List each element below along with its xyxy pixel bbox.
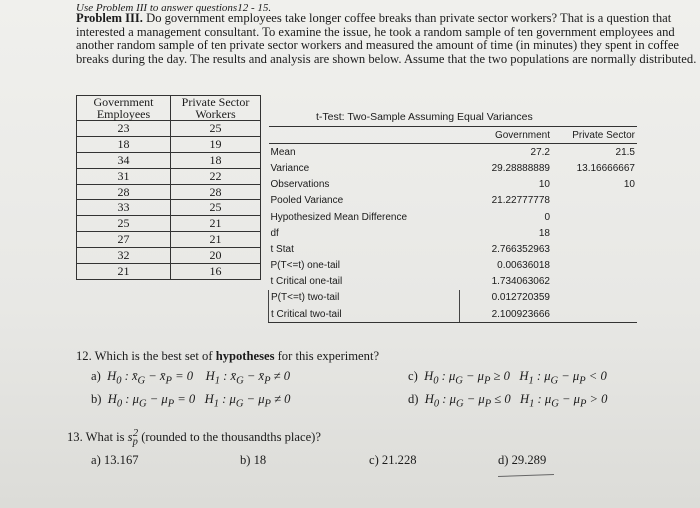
- ttest-col-blank: [269, 127, 460, 144]
- priv-value: 18: [171, 152, 261, 168]
- pen-underline-mark: [498, 474, 554, 477]
- ttest-priv-value: [552, 209, 637, 225]
- gov-value: 23: [77, 121, 171, 137]
- hypothesis-formula: $H_0$ : $\mu_G - \mu_P = 0$ $H_1$ : $\mu_G - \mu_P \ne 0$: [104, 392, 291, 410]
- priv-value: 21: [171, 216, 261, 232]
- ttest-priv-value: [552, 258, 637, 274]
- ttest-row-label: t Critical one-tail: [270, 276, 343, 288]
- option-12d[interactable]: [408, 392, 607, 410]
- hypothesis-formula: $H_0$ : $x̄_G$ − $x̄_P = 0$ $H_1$ : $x̄_G$ − $x̄_P \ne 0$: [103, 369, 290, 387]
- problem-text: Do government employees take longer coffee breaks than private sector workers? That is a question that interested a management consultant. To examine the issue, he took a random sample of ten government employees and another random sample of ten private sector workers and measured the amount of time (in minutes) they spent in coffee breaks during the day. The results and analysis are shown below. Assume that the two populations are normally distributed.: [76, 11, 697, 66]
- table-row: [77, 184, 261, 200]
- ttest-header-row: [269, 127, 638, 144]
- ttest-priv-value: [552, 290, 637, 306]
- option-13d[interactable]: d) 29.289: [498, 453, 547, 467]
- option-letter: d): [408, 392, 419, 406]
- hypothesis-formula: $H_0$ : $\mu_G - \mu_P \le 0$ $H_1$ : $\mu_G - \mu_P > 0$: [421, 392, 608, 410]
- option-12b[interactable]: [91, 392, 290, 410]
- ttest-row-label: Variance: [270, 162, 310, 174]
- gov-value: 28: [77, 184, 171, 200]
- priv-value: 28: [171, 184, 261, 200]
- question-bold: hypotheses: [215, 349, 275, 363]
- ttest-row: [269, 274, 638, 290]
- ttest-title: t-Test: Two-Sample Assuming Equal Variances: [316, 111, 533, 123]
- question-prefix: Which is the best set of: [94, 349, 216, 363]
- priv-value: 25: [171, 121, 261, 137]
- table-row: [77, 152, 261, 168]
- priv-value: 20: [171, 248, 261, 264]
- option-13b[interactable]: b) 18: [240, 453, 267, 467]
- option-13c[interactable]: c) 21.228: [369, 453, 417, 467]
- question-number: 12.: [76, 349, 92, 363]
- option-letter: b): [91, 392, 102, 406]
- gov-value: 18: [77, 136, 171, 152]
- question-number: 13.: [67, 430, 83, 445]
- raw-table-header: [77, 96, 261, 121]
- pooled-variance-symbol: $s_p^2$: [127, 428, 139, 448]
- ttest-row: [269, 144, 638, 161]
- col-header-government: Government Employees: [77, 96, 171, 121]
- gov-value: 21: [77, 264, 171, 280]
- ttest-gov-value: 2.766352963: [491, 243, 550, 255]
- ttest-priv-value: [552, 193, 637, 209]
- problem-label: Problem III.: [76, 11, 143, 25]
- ttest-row: [269, 193, 638, 209]
- gov-value: 33: [77, 200, 171, 216]
- table-row: [77, 232, 261, 248]
- question-12: [76, 349, 379, 364]
- ttest-row: [269, 241, 638, 257]
- priv-value: 16: [171, 264, 261, 280]
- ttest-priv-value: [552, 241, 637, 257]
- option-letter: a): [91, 369, 101, 383]
- ttest-row: [269, 225, 638, 241]
- table-row: [77, 248, 261, 264]
- ttest-priv-value: [552, 306, 637, 323]
- ttest-row: [269, 160, 638, 176]
- ttest-row: [269, 177, 638, 193]
- hypothesis-formula: $H_0$ : $\mu_G - \mu_P \ge 0$ $H_1$ : $\mu_G - \mu_P < 0$: [420, 369, 607, 387]
- ttest-col-private: Private Sector: [552, 127, 637, 144]
- table-row: [77, 216, 261, 232]
- ttest-gov-value: 0.012720359: [491, 292, 550, 304]
- table-row: [77, 168, 261, 184]
- option-13a[interactable]: a) 13.167: [91, 453, 139, 467]
- ttest-row-label: Observations: [270, 179, 330, 191]
- option-12a[interactable]: [91, 369, 290, 387]
- question-suffix: for this experiment?: [274, 349, 380, 363]
- ttest-output-table: [268, 126, 637, 323]
- ttest-gov-value: 10: [538, 179, 550, 191]
- ttest-row-label: t Stat: [270, 243, 294, 255]
- ttest-row: [269, 209, 638, 225]
- ttest-priv-value: 13.16666667: [576, 162, 635, 174]
- ttest-row-label: P(T<=t) two-tail: [269, 290, 460, 306]
- table-row: [77, 136, 261, 152]
- table-row: [77, 121, 261, 137]
- ttest-gov-value: 21.22777778: [491, 195, 550, 207]
- ttest-priv-value: 21.5: [615, 146, 635, 158]
- ttest-priv-value: [552, 274, 637, 290]
- ttest-gov-value: 29.28888889: [491, 162, 550, 174]
- gov-value: 34: [77, 152, 171, 168]
- problem-statement: [76, 12, 698, 66]
- ttest-row-label: Hypothesized Mean Difference: [270, 211, 408, 223]
- ttest-gov-value: 0.00636018: [497, 260, 550, 272]
- ttest-col-government: Government: [460, 127, 553, 144]
- ttest-row-label: P(T<=t) one-tail: [270, 260, 340, 272]
- priv-value: 19: [171, 136, 261, 152]
- priv-value: 21: [171, 232, 261, 248]
- ttest-row-label: Pooled Variance: [270, 195, 344, 207]
- ttest-row: [269, 306, 638, 323]
- gov-value: 31: [77, 168, 171, 184]
- ttest-row-label: df: [270, 227, 279, 239]
- ttest-gov-value: 0: [544, 211, 550, 223]
- question-prefix: What is: [85, 430, 128, 445]
- table-row: [77, 200, 261, 216]
- table-row: [77, 264, 261, 280]
- question-13: [67, 428, 321, 448]
- option-12c[interactable]: [408, 369, 607, 387]
- priv-value: 25: [171, 200, 261, 216]
- ttest-row-label: Mean: [270, 146, 296, 158]
- gov-value: 32: [77, 248, 171, 264]
- ttest-gov-value: 1.734063062: [491, 276, 550, 288]
- question-suffix: (rounded to the thousandths place)?: [138, 430, 321, 445]
- ttest-row: [269, 290, 638, 306]
- gov-value: 27: [77, 232, 171, 248]
- ttest-priv-value: 10: [623, 179, 635, 191]
- raw-data-table: [76, 95, 261, 280]
- option-letter: c): [408, 369, 418, 383]
- ttest-gov-value: 27.2: [530, 146, 550, 158]
- priv-value: 22: [171, 168, 261, 184]
- ttest-gov-value: 18: [538, 227, 550, 239]
- ttest-row-label: t Critical two-tail: [269, 306, 460, 323]
- gov-value: 25: [77, 216, 171, 232]
- ttest-row: [269, 258, 638, 274]
- ttest-gov-value: 2.100923666: [460, 306, 553, 323]
- col-header-private: Private Sector Workers: [171, 96, 261, 121]
- ttest-priv-value: [552, 225, 637, 241]
- instructions-header: Use Problem III to answer questions12 - 15.: [76, 2, 272, 14]
